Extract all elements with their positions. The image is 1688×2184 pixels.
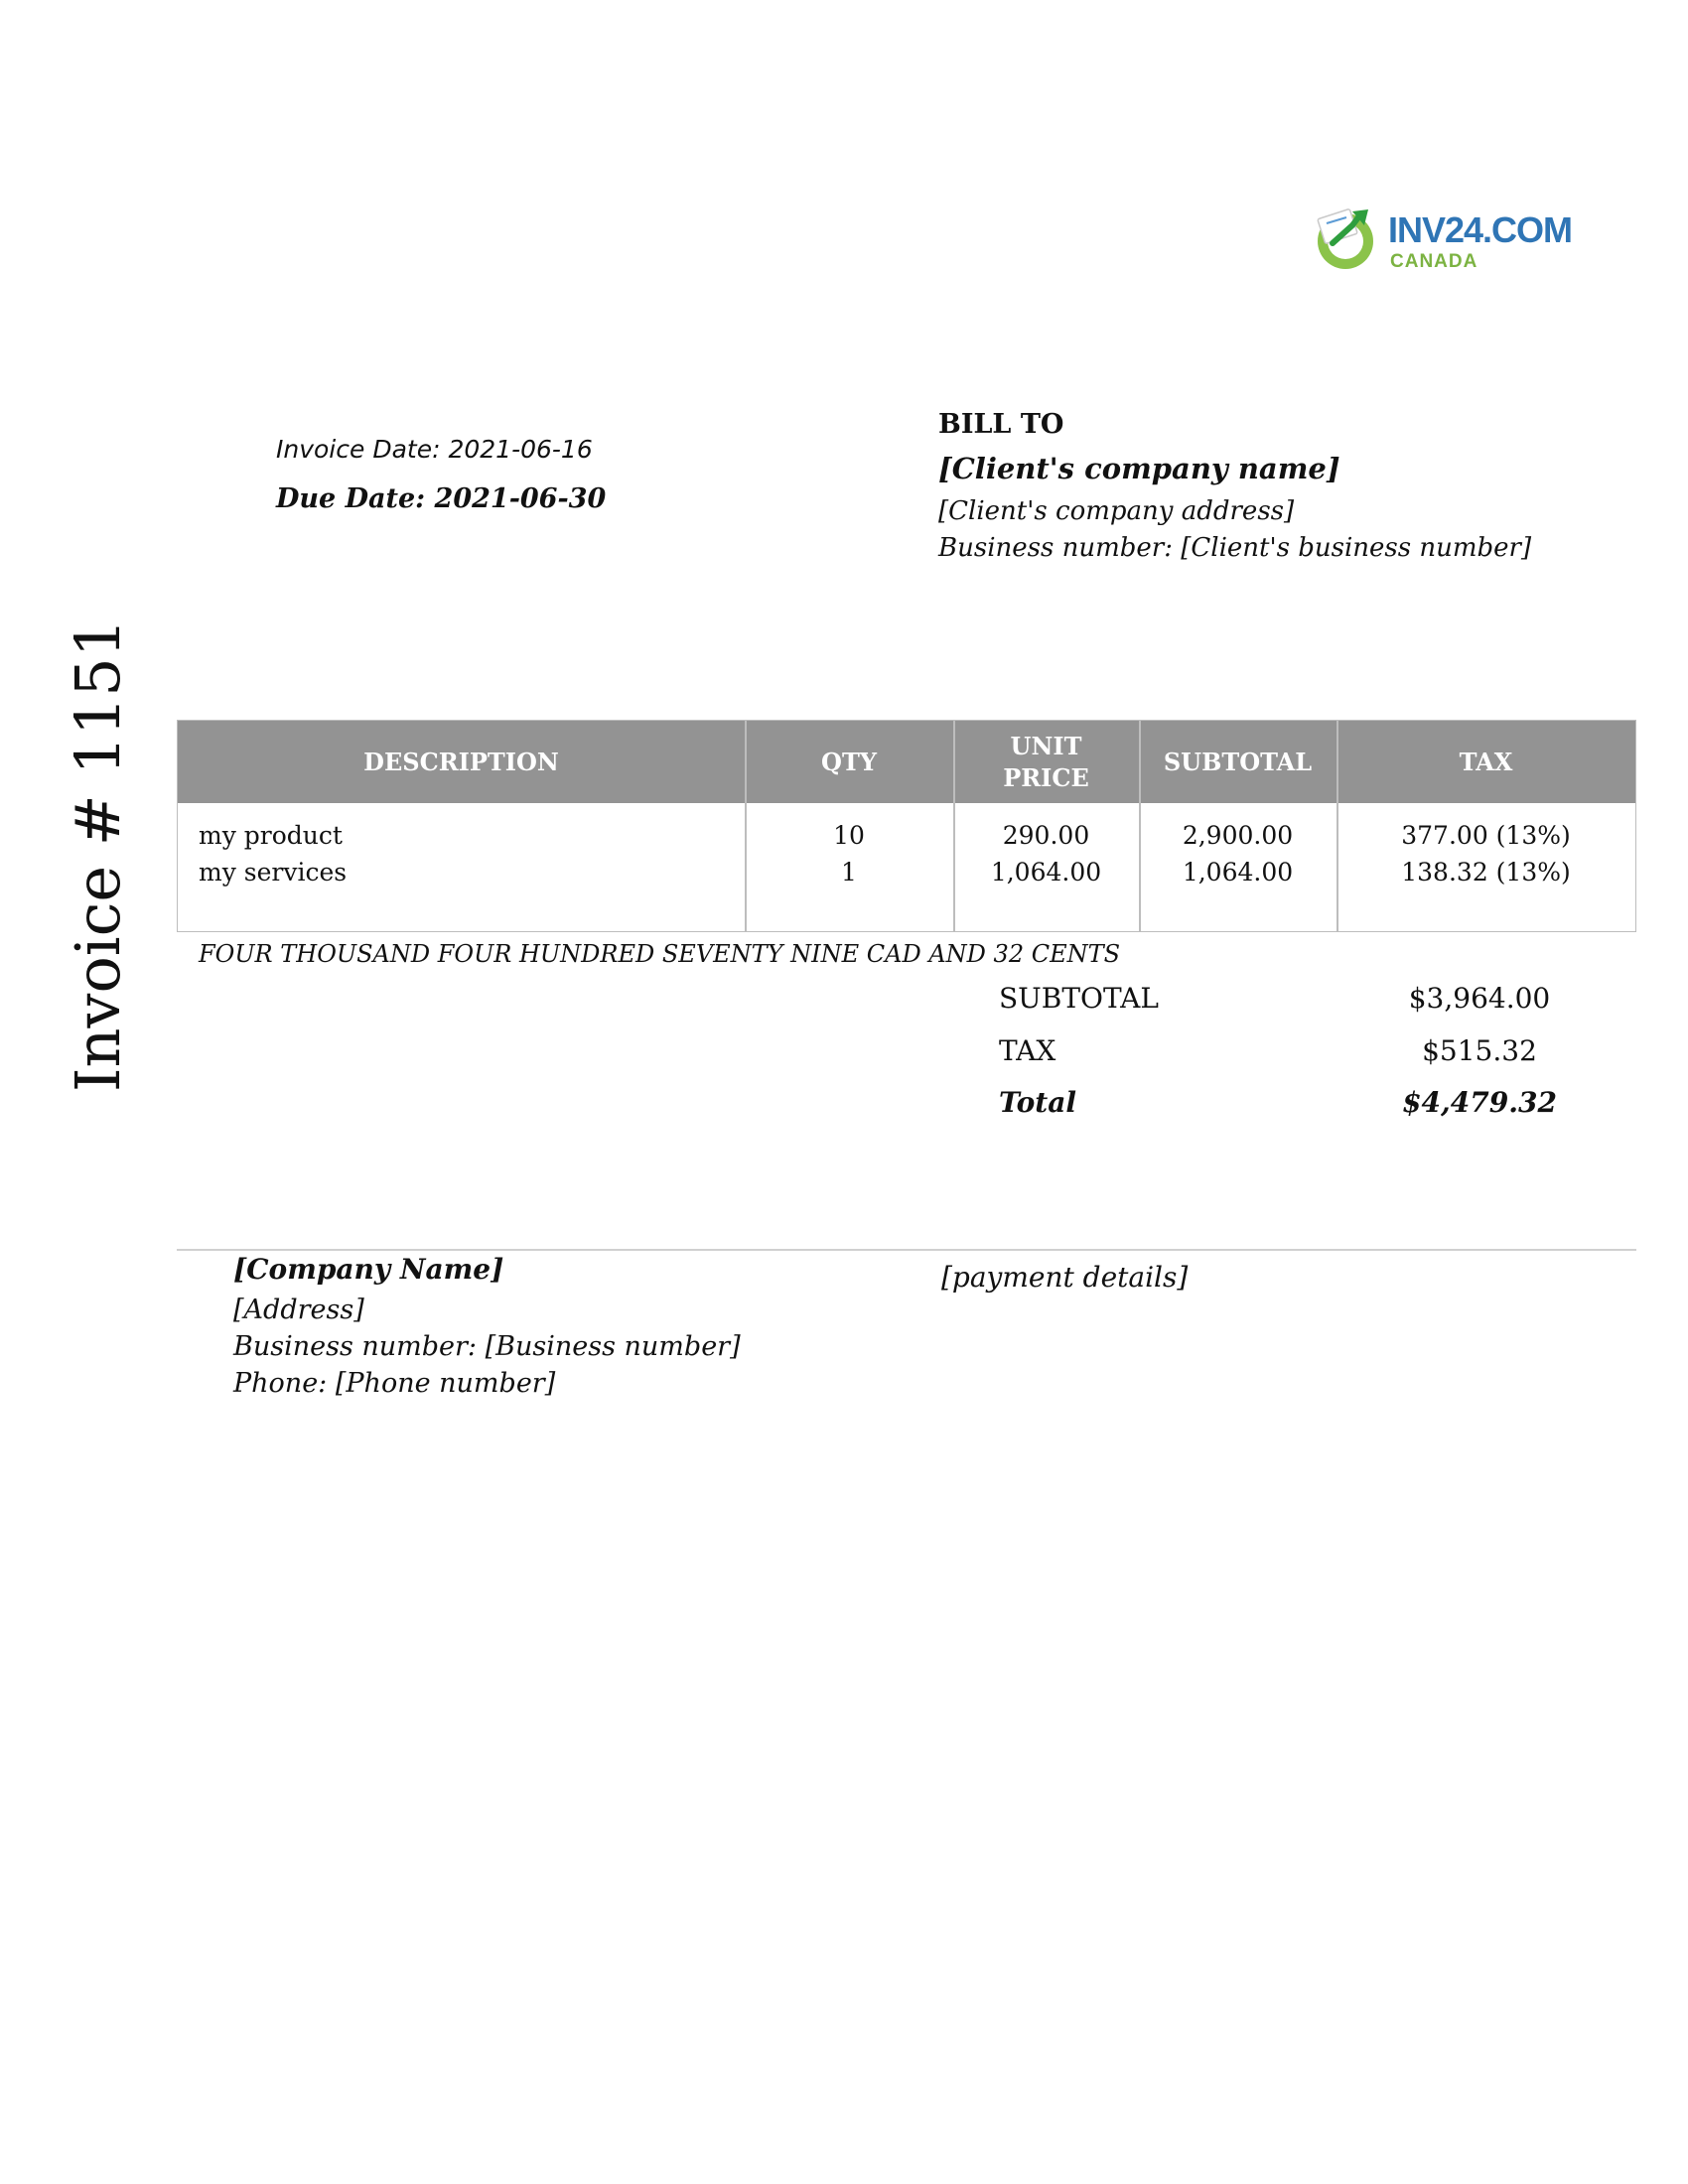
row-unit-price: 290.00 xyxy=(1002,821,1090,850)
row-unit-price: 1,064.00 xyxy=(990,858,1102,887)
row-description: my product xyxy=(199,821,343,850)
header-qty: QTY xyxy=(821,747,877,776)
invoice-number: Invoice # 1151 xyxy=(62,617,134,1092)
qty-column xyxy=(745,817,953,890)
invoice-dates xyxy=(276,435,606,514)
bill-to-block xyxy=(938,409,1531,567)
invoice-date: Invoice Date: 2021-06-16 xyxy=(276,435,593,464)
client-business-number: Business number: [Client's business number] xyxy=(938,533,1532,563)
row-tax: 138.32 (13%) xyxy=(1401,858,1571,887)
company-name: [Company Name] xyxy=(233,1253,504,1286)
header-unit-price xyxy=(953,721,1139,803)
header-unit-price-line1: UNIT xyxy=(1010,731,1082,760)
subtotal-label: SUBTOTAL xyxy=(999,982,1159,1015)
logo-region-text: CANADA xyxy=(1390,251,1478,272)
header-unit-price-line2: PRICE xyxy=(1003,762,1089,792)
row-description: my services xyxy=(199,858,348,887)
subtotal-value: $3,964.00 xyxy=(1408,982,1551,1015)
invoice-check-icon xyxy=(1313,204,1382,273)
company-logo xyxy=(1313,204,1573,273)
subtotal-column xyxy=(1139,817,1336,890)
total-label: Total xyxy=(999,1086,1077,1119)
items-table xyxy=(177,720,1636,932)
company-phone: Phone: [Phone number] xyxy=(233,1368,556,1399)
logo-brand-text: INV24.COM xyxy=(1388,209,1573,250)
due-date: Due Date: 2021-06-30 xyxy=(276,483,607,514)
header-tax: TAX xyxy=(1459,747,1513,776)
description-column xyxy=(199,817,347,890)
row-subtotal: 1,064.00 xyxy=(1182,858,1294,887)
company-address: [Address] xyxy=(233,1295,364,1325)
payment-details: [payment details] xyxy=(941,1261,1189,1294)
tax-label: TAX xyxy=(999,1034,1056,1067)
company-block xyxy=(233,1253,741,1402)
row-subtotal: 2,900.00 xyxy=(1182,821,1294,850)
unit-price-column xyxy=(953,817,1139,890)
row-tax: 377.00 (13%) xyxy=(1401,821,1571,850)
row-qty: 1 xyxy=(841,858,857,887)
header-description: DESCRIPTION xyxy=(363,747,559,776)
header-subtotal: SUBTOTAL xyxy=(1163,747,1313,776)
tax-column xyxy=(1336,817,1635,890)
bill-to-heading: BILL TO xyxy=(938,409,1064,440)
footer-divider xyxy=(177,1249,1636,1251)
row-qty: 10 xyxy=(833,821,865,850)
amount-in-words: FOUR THOUSAND FOUR HUNDRED SEVENTY NINE CAD AND 32 CENTS xyxy=(199,940,1121,968)
company-business-number: Business number: [Business number] xyxy=(233,1331,741,1362)
client-company-name: [Client's company name] xyxy=(938,452,1340,485)
client-address: [Client's company address] xyxy=(938,496,1295,526)
table-header xyxy=(178,721,1635,803)
tax-value: $515.32 xyxy=(1422,1034,1537,1067)
total-value: $4,479.32 xyxy=(1402,1086,1557,1119)
